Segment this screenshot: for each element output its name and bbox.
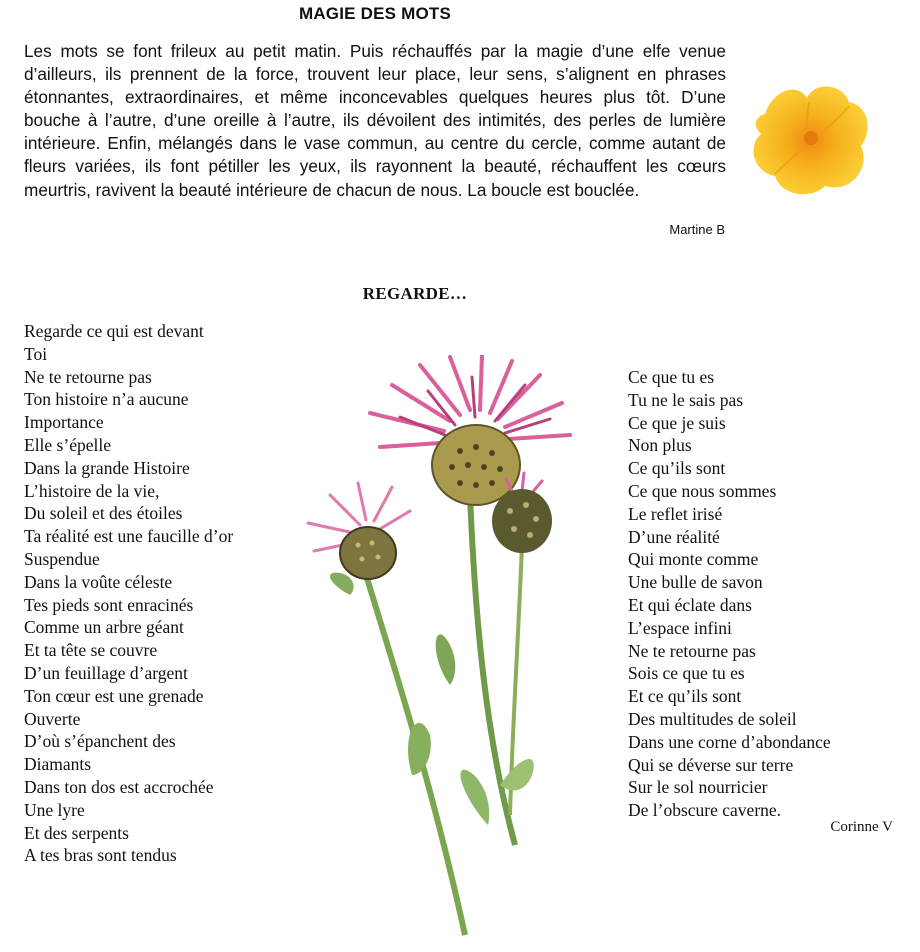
poem-line: Ce que je suis [628, 412, 726, 433]
poem-line: L’histoire de la vie, [24, 480, 160, 501]
poem-line: Une lyre [24, 799, 85, 820]
article-title-magie-des-mots: MAGIE DES MOTS [298, 4, 452, 23]
poem-line: Dans une corne d’abondance [628, 731, 831, 752]
poem-line: Qui monte comme [628, 549, 759, 570]
poem-line: Dans la voûte céleste [24, 571, 173, 592]
poem-line: Dans ton dos est accrochée [24, 776, 214, 797]
poem-line: Toi [24, 343, 48, 364]
poem-line: Ce que nous sommes [628, 480, 777, 501]
article-body-magie-des-mots: Les mots se font frileux au petit matin. Puis réchauffés par la magie d’une elfe venue d’ailleurs, ils prennent de la force, trouvent leur place, leur sens, s’alignent en phrases étonnantes, extraordinaires, et même inconcevables quelques heures plus tôt. D’une bouche à l’autre, d’une oreille à l’autre, ils dévoilent des intimités, des perles de lumière intérieure. Enfin, mélangés dans le vase commun, au centre du cercle, comme autant de fleurs variées, ils font pétiller les yeux, ils rayonnent la beauté, réchauffent les cœurs meurtris, ravivent la beauté intérieure de chacun de nous. La boucle est bouclée. [24, 41, 726, 200]
poem-line: Importance [24, 412, 104, 433]
poem-line: D’où s’épanchent des [24, 731, 176, 752]
poem-line: Du soleil et des étoiles [24, 503, 183, 524]
poem-line: Ouverte [24, 708, 81, 729]
poem-line: Qui se déverse sur terre [628, 754, 794, 775]
thistle-illustration-icon [300, 355, 575, 945]
poem-line: Ce que tu es [628, 367, 715, 387]
poem-line: D’un feuillage d’argent [24, 662, 188, 683]
signature-corinne: Corinne V [830, 819, 893, 835]
poem-line: Tes pieds sont enracinés [24, 594, 194, 615]
poem-line: Ce qu’ils sont [628, 458, 726, 479]
signature-martine: Martine B [669, 222, 725, 237]
poem-line: Et qui éclate dans [628, 594, 752, 615]
poem-line: De l’obscure caverne. [628, 800, 782, 821]
poem-line: Des multitudes de soleil [628, 708, 797, 729]
poem-line: D’une réalité [628, 526, 720, 547]
poem-line: Sur le sol nourricier [628, 777, 768, 798]
poem-line: Regarde ce qui est devant [24, 321, 204, 341]
poem-line: Ne te retourne pas [24, 366, 152, 387]
poem-line: Ta réalité est une faucille d’or [24, 526, 234, 547]
poem-line: Une bulle de savon [628, 572, 763, 593]
poem-line: Et des serpents [24, 822, 129, 843]
poem-line: Comme un arbre géant [24, 617, 184, 638]
poem-line: Elle s’épelle [24, 434, 111, 455]
poem-line: Et ta tête se couvre [24, 640, 158, 661]
poem-line: Et ce qu’ils sont [628, 686, 742, 707]
poem-line: Non plus [628, 435, 692, 456]
poem-line: Le reflet irisé [628, 503, 723, 524]
poem-title-regarde: REGARDE… [362, 284, 468, 303]
poem-line: Tu ne le sais pas [628, 389, 744, 410]
poem-column-left [24, 320, 314, 867]
poem-line: Ton cœur est une grenade [24, 685, 204, 706]
poem-line: Diamants [24, 754, 92, 775]
poem-line: Ne te retourne pas [628, 640, 756, 661]
poem-line: A tes bras sont tendus [24, 845, 177, 866]
poem-line: Dans la grande Histoire [24, 457, 190, 478]
yellow-poppy-flower-icon [745, 72, 875, 202]
poem-column-right [628, 366, 908, 822]
poem-line: L’espace infini [628, 617, 732, 638]
poem-line: Sois ce que tu es [628, 663, 745, 684]
poem-line: Ton histoire n’a aucune [24, 389, 189, 410]
poem-line: Suspendue [24, 548, 100, 569]
